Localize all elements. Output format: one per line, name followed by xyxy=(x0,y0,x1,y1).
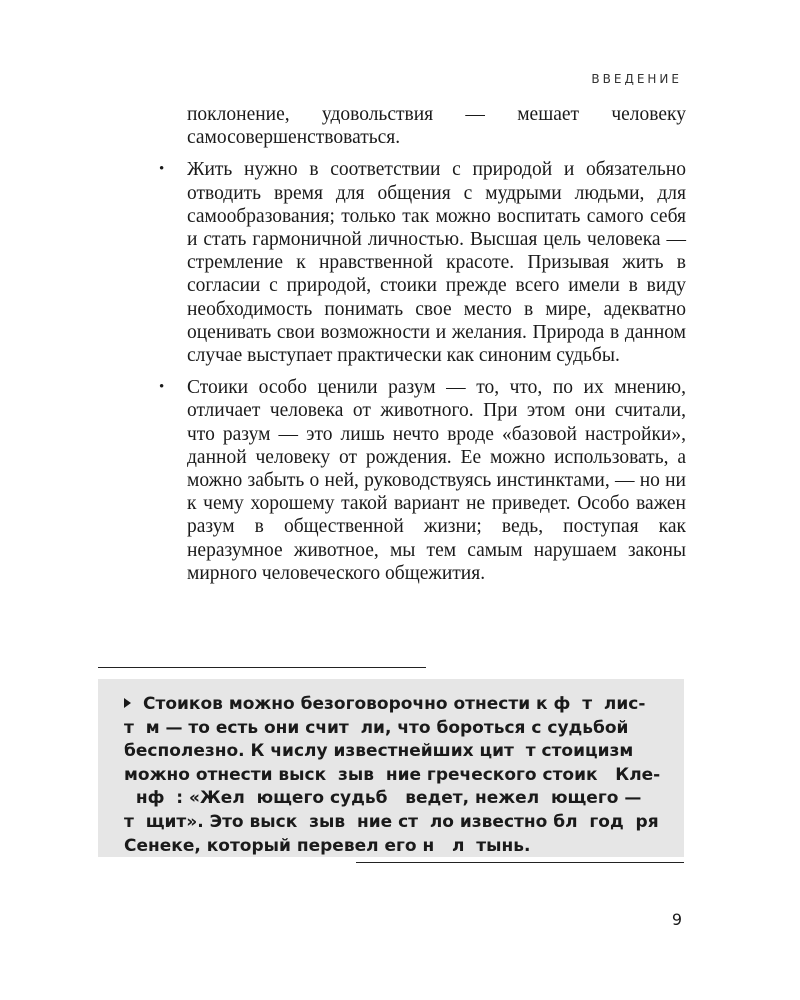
note-line: Сенеке, который перевел его н л тынь. xyxy=(124,835,531,856)
list-item-text: Стоики особо ценили разум — то, что, по их мнению, отличает человека от животного. При этом они считали, что разум — это лишь нечто вроде «базовой настройки», данной человеку от рождения. Ее можно использовать, а можно забыть о ней, руководствуясь инстинктами, — но ни к чему хорошему такой вариант не приведет. Особо важен разум в общественной жизни; ведь, поступая как неразумное животное, мы тем самым нарушаем законы мирного человеческого общежития. xyxy=(187,377,686,584)
main-text xyxy=(158,103,686,585)
bullet-icon: • xyxy=(159,379,165,396)
list-item xyxy=(158,376,686,585)
page-number: 9 xyxy=(671,910,682,929)
note-line: т щит». Это выск зыв ние ст ло известно бл год ря xyxy=(124,811,659,832)
bullet-icon: • xyxy=(159,161,165,178)
note-line: нф : «Жел ющего судьб ведет, нежел ющего — xyxy=(124,788,642,809)
list-item-text: Жить нужно в соответствии с природой и обязательно отводить время для общения с мудрыми людьми, для самообразования; только так можно воспитать самого себя и стать гармоничной личностью. Высшая цель человека — стремление к нравственной красоте. Призывая жить в согласии с природой, стоики прежде всего имели в виду необходимость понимать свое место в мире, адекватно оценивать свои возможности и желания. Природа в данном случае выступает практически как синоним судьбы. xyxy=(187,159,686,367)
triangle-marker-icon xyxy=(124,698,131,708)
note-box xyxy=(98,679,684,857)
continuation-paragraph: поклонение, удовольствия — мешает человеку самосовершенствоваться. xyxy=(187,104,686,149)
note-bottom-rule xyxy=(356,862,684,863)
note-line: бесполезно. К числу известнейших цит т стоицизм xyxy=(124,741,634,762)
list-item xyxy=(158,158,686,367)
running-header: ВВЕДЕНИЕ xyxy=(591,72,682,86)
note-line: т м — то есть они счит ли, что бороться с судьбой xyxy=(124,717,629,738)
note-top-rule xyxy=(98,667,426,668)
note-line: Стоиков можно безоговорочно отнести к ф т лис- xyxy=(124,693,662,717)
note-line: можно отнести выск зыв ние греческого стоик Кле- xyxy=(124,764,661,785)
